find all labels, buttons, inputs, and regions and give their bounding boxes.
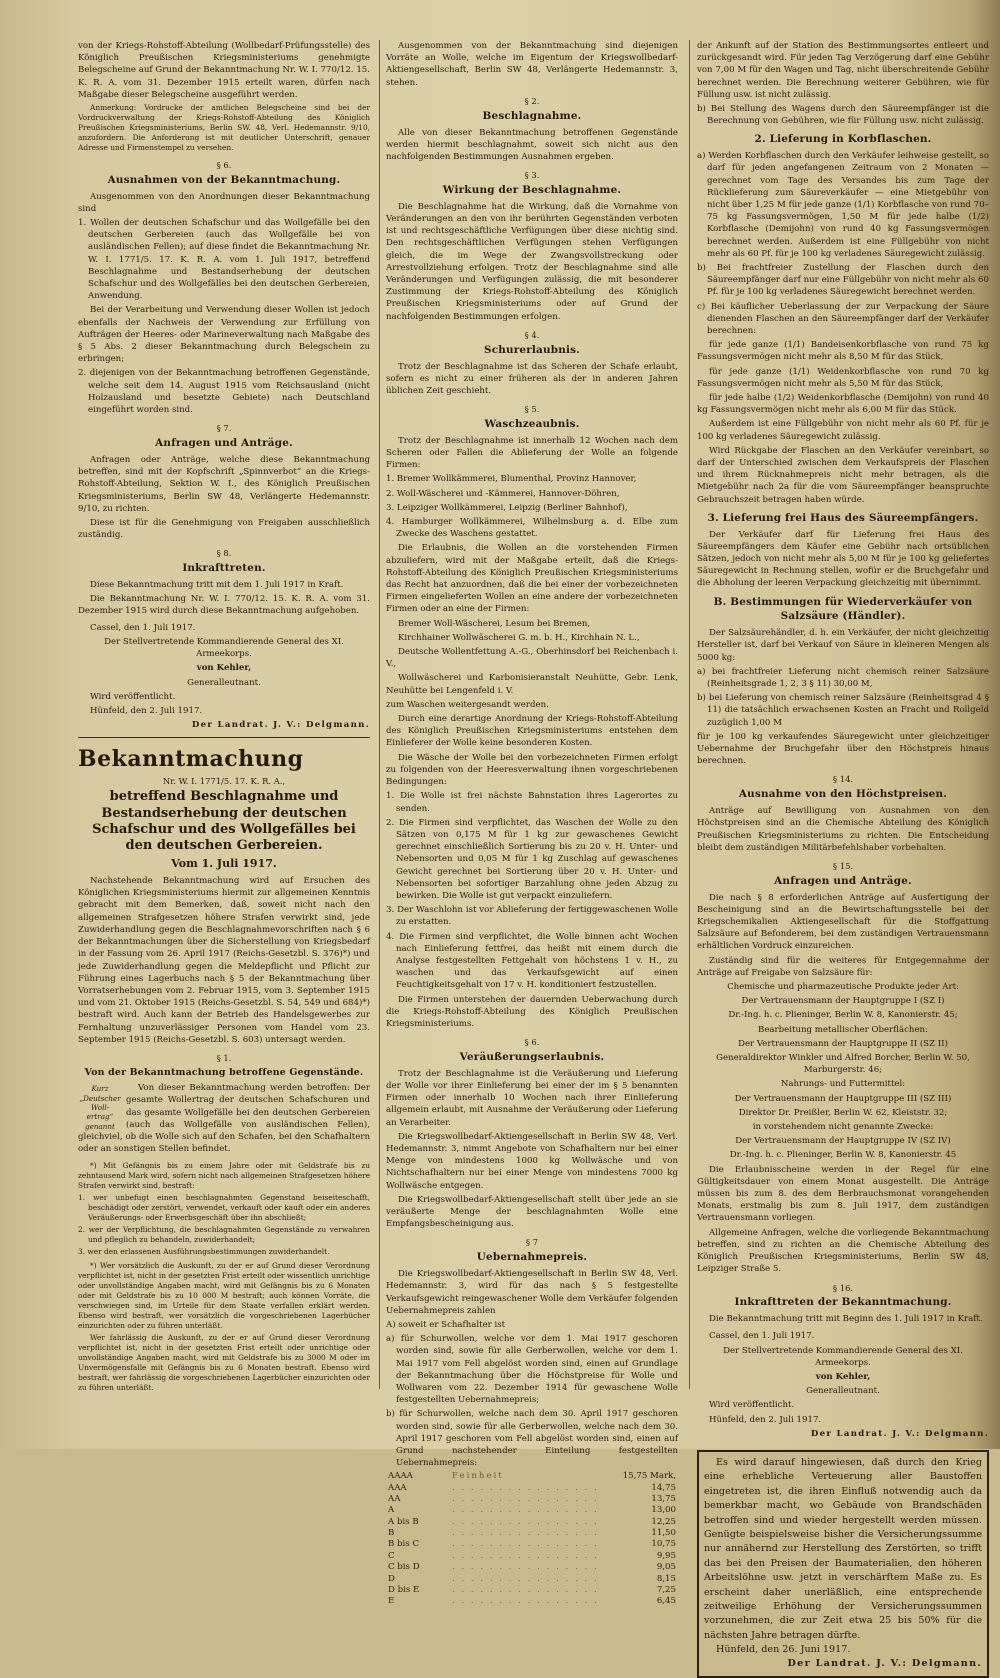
paragraph: Die Wäsche der Wolle bei den vorbezeichneten Firmen erfolgt zu folgenden von der Heeresverwaltung ihnen vorgeschriebenen Bedingungen: (386, 752, 678, 788)
section-heading: 2. Lieferung in Korbflaschen. (754, 133, 932, 146)
price-grade: E (388, 1596, 395, 1607)
group-line: Chemische und pharmazeutische Produkte jeder Art: (727, 982, 959, 993)
divider (78, 737, 370, 738)
box-signature: Der Landrat. J. V.: Delgmann. (787, 1658, 982, 1670)
paragraph: Die Kriegswollbedarf-Aktiengesellschaft stellt über jede an sie veräußerte Menge der beschlagnahmten Wolle eine Empfangsbescheinigung aus. (386, 1194, 678, 1230)
paragraph: Die Kriegswollbedarf-Aktiengesellschaft in Berlin SW 48, Verl. Hedemannstr. 3, wird für das nach § 5 festgestellte Verkaufsgewicht reingewaschener Wolle dem Verkäufer folgenden Uebernahmepreis zahlen (386, 1269, 678, 1316)
condition-item: 3. Der Waschlohn ist vor Ablieferung der fertiggewaschenen Wolle zu erstatten. (386, 905, 678, 928)
insurance-notice-box (697, 1450, 989, 1678)
price-value: 8,15 (656, 1573, 676, 1584)
section-number: § 7. (216, 423, 232, 434)
footnote-item: 2. wer der Verpflichtung, die beschlagnahmten Gegenstände zu verwahren und pfleglich zu behandeln, zuwiderhandelt; (78, 1225, 370, 1245)
box-date: Hünfeld, den 26. Juni 1917. (716, 1644, 851, 1656)
notice-title: Bekanntmachung (78, 746, 304, 773)
paragraph: Diese ist für die Genehmigung von Freigaben ausschließlich zuständig. (78, 517, 370, 541)
price-row (386, 1483, 678, 1494)
paragraph: Nachstehende Bekanntmachung wird auf Ersuchen des Königlichen Kriegsministeriums hiermit zur allgemeinen Kenntnis gebracht mit dem Bemerken, daß, soweit nicht nach den allgemeinen Strafgesetzen höhere Strafen verwirkt sind, jede Zuwiderhandlung gegen die Beschlagnahmevorschriften nach § 6 der Bekanntmachungen über die Sicherstellung von Kriegsbedarf in der Fassung vom 26. April 1917 (Reichs-Gesetzbl. S. 376)*) und jede Zuwiderhandlung gegen die Meldepflicht und Pflicht zur Führung eines Lagerbuchs nach § 5 der Bekanntmachung über Vorratserhebungen vom 2. Februar 1915, vom 3. September 1915 und vom 21. Oktober 1915 (Reichs-Gesetzbl. S. 54, 549 und 684)*) bestraft wird. Auch kann der Betrieb des Handelsgewerbes zur Fernhaltung unzuverlässiger Personen vom Handel vom 23. September 1915 (Reichs-Gesetzbl. S. 603) untersagt werden. (78, 876, 370, 1045)
paragraph: Der Salzsäurehändler, d. h. ein Verkäufer, der nicht gleichzeitig Hersteller ist, darf bei Verkauf von Säure in kleineren Mengen als 5000 kg: (697, 628, 989, 663)
paragraph: Die Erlaubnisscheine werden in der Regel für eine Gültigkeitsdauer von einem Monat ausgestellt. Die Anträge müssen bis zum 8. des dem Berbrauchsmonat vorangehenden Monats, erstmalig bis zum 8. Juli 1917, dem zuständigen Vertrauensmann vorliegen. (697, 1164, 989, 1224)
notice-number: Nr. W. I. 1771/5. 17. K. R. A., (162, 775, 286, 786)
section-number: § 7 (525, 1237, 539, 1248)
price-leader: . . . . . . . . . . . . . . . . (452, 1584, 599, 1595)
price-row (386, 1574, 678, 1585)
paragraph: Allgemeine Anfragen, welche die vorliegende Bekanntmachung betreffen, sind zu richten an die Chemische Abteilung des Königlich Preußischen Kriegsministeriums, Berlin SW 48, Leipziger Straße 5. (697, 1227, 989, 1275)
huenfeld-date: Hünfeld, den 2. Juli 1917. (90, 705, 203, 716)
paragraph: Die Kriegswollbedarf-Aktiengesellschaft in Berlin SW 48, Verl. Hedemannstr. 3, nimmt Angebote von Schafhaltern nur bei einer Menge von mindestens 1000 kg Wollwäsche und von Nichtschafhaltern nur bei einer Menge von mindestens 7000 kg Wollwäsche entgegen. (386, 1131, 678, 1191)
group-line: Dr.-Ing. h. c. Plieninger, Berlin W. 8, Kanonierstr. 45 (729, 1150, 957, 1161)
price-row (386, 1528, 678, 1539)
price-row (386, 1471, 678, 1482)
price-leader: . . . . . . . . . . . . . . . . (452, 1494, 599, 1505)
section-heading: Anfragen und Anträge. (774, 874, 912, 887)
price-grade: AAA (388, 1482, 407, 1493)
section-1-body (78, 1082, 370, 1155)
group-line: Der Vertrauensmann der Hauptgruppe III (SZ III) (734, 1093, 952, 1104)
price-value: 15,75 Mark, (622, 1471, 676, 1482)
paragraph: Diese Bekanntmachung tritt mit dem 1. Juli 1917 in Kraft. (90, 580, 344, 591)
price-row (386, 1494, 678, 1505)
price-grade: B (388, 1528, 395, 1539)
section-number: § 6. (524, 1037, 540, 1048)
notice-subject: betreffend Beschlagnahme und Bestandserhebung der deutschen Schafschur und des Wollgefälles bei den deutschen Gerbereien. (92, 789, 356, 854)
section-heading: Anfragen und Anträge. (155, 437, 293, 450)
price-table (386, 1471, 678, 1607)
command-line: Der Stellvertretende Kommandierende General des XI. Armeekorps. (723, 1345, 963, 1368)
paragraph: Alle von dieser Bekanntmachung betroffenen Gegenstände werden hiermit beschlagnahmt, soweit sich nicht aus den nachfolgenden Bestimmungen Ausnahmen ergeben. (386, 127, 678, 162)
general-title: Generalleutnant. (806, 1386, 880, 1397)
list-item: 1. Wollen der deutschen Schafschur und das Wollgefälle bei den deutschen Gerbereien (auch das Wollgefälle bei von ausländischen Fellen); auf diese findet die Bekanntmachung Nr. W. I. 1771/5. 17. K. R. A. vom 1. Juli 1917, betreffend Beschlagnahme und Bestandserhebung der deutschen Schafschur und des Wollgefälles bei den deutschen Gerbereien, Anwendung. (78, 218, 370, 302)
price-grade: A (388, 1505, 395, 1516)
paragraph: Bei der Verarbeitung und Verwendung dieser Wollen ist jedoch ebenfalls der Nachweis der Verwendung zur Erfüllung von Aufträgen der Heeres- oder Marineverwaltung nach Maßgabe des § 5 Abs. 2 dieser Bekanntmachung durch Belegschein zu erbringen; (78, 305, 370, 365)
firm-item: 4. Hamburger Wollkämmerei, Wilhelmsburg a. d. Elbe zum Zwecke des Waschens gestattet. (386, 517, 678, 540)
price-leader: . . . . . . . . . . . . . . . . (452, 1573, 599, 1584)
section-heading: Inkrafttreten der Bekanntmachung. (734, 1296, 952, 1309)
general-title: Generalleutnant. (187, 677, 261, 688)
section-number: § 14. (832, 774, 854, 785)
price-grade: C (388, 1550, 395, 1561)
section-heading: Wirkung der Beschlagnahme. (442, 184, 622, 197)
section-heading: Beschlagnahme. (482, 109, 582, 122)
price-value: 9,95 (656, 1550, 676, 1561)
price-row (386, 1562, 678, 1573)
subheading: A) soweit er Schafhalter ist (386, 1319, 506, 1330)
condition-item: 4. Die Firmen sind verpflichtet, die Wolle binnen acht Wochen nach Einlieferung fettfrei, das heißt mit einem durch die Analyse festgestellten Fettgehalt von höchstens 1 v. H., zu waschen und das Verkaufsgewicht auf einen Feuchtigkeitsgehalt von 17 v. H. konditioniert festzustellen. (386, 931, 678, 991)
price-leader: . . . . . . . . . . . . . . . . (452, 1596, 599, 1607)
huenfeld-date: Hünfeld, den 2. Juli 1917. (709, 1414, 822, 1425)
price-grade: A bis B (388, 1516, 419, 1527)
price-leader: . . . . . . . . . . . . . . . . (452, 1539, 599, 1550)
general-name: von Kehler, (815, 1372, 871, 1382)
footnote: *) Mit Gefängnis bis zu einem Jahre oder mit Geldstrafe bis zu zehntausend Mark wird, sofern nicht nach allgemeinen Strafgesetzen höhere Strafen verwirkt sind, bestraft: (78, 1161, 370, 1191)
paragraph: Anfragen oder Anträge, welche diese Bekanntmachung betreffen, sind mit der Kopfschrift „Spinnverbot“ an die Kriegs-Rohstoff-Abteilung, Sektion W. I., des Königlich Preußischen Kriegsministeriums, Berlin SW 48, Verlängerte Hedemannstr. 9/10, zu richten. (78, 454, 370, 514)
place-date: Cassel, den 1. Juli 1917. (709, 1331, 815, 1342)
section-number: § 1. (216, 1052, 232, 1063)
section-number: § 15. (832, 860, 854, 871)
paragraph: Durch eine derartige Anordnung der Kriegs-Rohstoff-Abteilung des Königlich Preußischen Kriegsministeriums entstehen dem Einlieferer der Wolle keine besonderen Kosten. (386, 714, 678, 749)
paragraph: Trotz der Beschlagnahme ist innerhalb 12 Wochen nach dem Scheren oder Fallen die Ablieferung der Wolle an folgende Firmen: (386, 435, 678, 471)
condition-item: 1. Die Wolle ist frei nächste Bahnstation ihres Lagerortes zu senden. (386, 791, 678, 814)
column-rule-1 (379, 40, 380, 1389)
list-item: 2. diejenigen von der Bekanntmachung betroffenen Gegenstände, welche seit dem 14. August 1915 vom Reichsausland (nicht Holzausland und besetzte Gebiete) nach Deutschland eingeführt worden sind. (78, 368, 370, 416)
price-rule: a) für Schurwollen, welche vor dem 1. Mai 1917 geschoren worden sind, sowie für alle Gerberwollen, welche vor dem 1. Mai 1917 vom Fell abgelöst worden sind, einen auf Grundlage der Bekanntmachung über die Höchstpreise für Wolle und Wollwaren vom 22. Dezember 1914 für gewaschene Wolle festgestellten Uebernahmepreis; (386, 1334, 678, 1406)
group-line: Direktor Dr. Preißler, Berlin W. 62, Kleiststr. 32; (738, 1107, 948, 1118)
price-grade: AA (388, 1494, 401, 1505)
price-value: 13,00 (651, 1505, 676, 1516)
price-value: 6,45 (656, 1596, 676, 1607)
section-heading: Waschzeaubnis. (484, 418, 580, 431)
rule-item: a) Werden Korbflaschen durch den Verkäufer leihweise gestellt, so darf für jeden angefangenen Zeitraum von 2 Monaten — gerechnet vom Tage des Versandes bis zum Tage der Rücklieferung zum Säureverkäufer — eine Mietgebühr von nicht über 1,25 M für jede ganze (1/1) Korbflasche von rund 70–75 kg Fassungsvermögen, 1,50 M für jede halbe (1/2) Korbflasche (Demijohn) von rund 40 kg Fassungsvermögen berechnet werden. Außerdem ist eine Füllgebühr von nicht mehr als 60 Pf. für je 100 kg verladenes Säuregewicht zulässig. (697, 151, 989, 259)
paragraph: Anträge auf Bewilligung von Ausnahmen von den Höchstpreisen sind an die Chemische Abteilung des Königlich Preußischen Kriegsministeriums zu richten. Die Entscheidung bleibt dem zuständigen Militärbefehlshaber vorbehalten. (697, 806, 989, 853)
firm-line: Deutsche Wollentfettung A.-G., Oberhinsdorf bei Reichenbach i. V., (386, 647, 678, 670)
rule-item: b) bei Lieferung von chemisch reiner Salzsäure (Reinheitsgrad 4 § 11) die tatsächlich erwachsenen Kosten an Fracht und Rollgeld zuzüglich 1,00 M (697, 693, 989, 728)
paragraph: Die Bekanntmachung Nr. W. I. 770/12. 15. K. R. A. vom 31. Dezember 1915 wird durch diese Bekanntmachung aufgehoben. (78, 594, 370, 617)
price-value: 12,25 (651, 1516, 676, 1527)
price-grade: AAAA (388, 1471, 413, 1482)
paragraph: Ausgenommen von der Bekanntmachung sind diejenigen Vorräte an Wolle, welche im Eigentum der Kriegswollbedarf-Aktiengesellschaft, Berlin SW 48, Verlängerte Hedemannstr. 3, stehen. (386, 41, 678, 88)
group-line: Der Vertrauensmann der Hauptgruppe I (SZ I) (741, 996, 945, 1007)
price-leader: . . . . . . . . . . . . . . . . (452, 1550, 599, 1561)
price-value: 14,75 (651, 1482, 676, 1493)
paragraph: Die Firmen unterstehen der dauernden Ueberwachung durch die Kriegs-Rohstoff-Abteilung des Königlich Preußischen Kriegsministeriums. (386, 994, 678, 1029)
section-number: § 16. (832, 1282, 854, 1293)
intro-paragraph: von der Kriegs-Rohstoff-Abteilung (Wollbedarf-Prüfungsstelle) des Königlich Preußischen Kriegsministeriums genehmigte Belegscheine auf Grund der Bekanntmachung Nr. W. I. 770/12. 15. K. R. A. vom 31. Dezember 1915 erteilt waren, dürfen nach Maßgabe dieser Belegscheine ausgeführt werden. (78, 41, 370, 100)
margin-note: Kurz „Deutscher Woll-ertrag“ genannt (79, 1084, 121, 1131)
firm-item: 2. Woll-Wäscherei und -Kämmerei, Hannover-Döhren, (386, 488, 620, 499)
price-grade: D bis E (388, 1584, 420, 1595)
rule-item: b) Bei frachtfreier Zustellung der Flaschen durch den Säureempfänger darf nur eine Füllgebühr von nicht mehr als 60 Pf. für je 100 kg verladenes Säuregewicht berechnet werden. (697, 263, 989, 298)
section-number: § 5. (524, 404, 540, 415)
section-number: § 2. (524, 95, 540, 106)
firm-line: Bremer Woll-Wäscherei, Lesum bei Bremen, (398, 618, 591, 629)
price-grade: B bis C (388, 1539, 420, 1550)
price-value: 10,75 (651, 1539, 676, 1550)
paragraph: für je 100 kg verkaufendes Säuregewicht unter gleichzeitiger Uebernahme der Bruchgefahr über den Höchstpreis hinaus berechnen. (697, 731, 989, 767)
price-leader: . . . . . . . . . . . . . . . . (452, 1516, 599, 1527)
notice-date: Vom 1. Juli 1917. (171, 857, 277, 871)
paragraph: Die Erlaubnis, die Wollen an die vorstehenden Firmen abzuliefern, wird mit der Maßgabe erteilt, daß die Kriegs-Rohstoff-Abteilung des Königlich Preußischen Kriegsministeriums das Recht hat anzuordnen, daß die bei einer der vorbezeichneten Firmen eingelieferten Wollen an eine andere der vorbezeichneten Firmen oder an eine der Firmen: (386, 543, 678, 615)
landrat-signature: Der Landrat. J. V.: Delgmann. (810, 1428, 989, 1439)
insurance-notice: Es wird darauf hingewiesen, daß durch den Krieg eine erhebliche Verteuerung aller Baustoffen eingetreten ist, die ihren Einfluß notwendig auch da bemerkbar macht, wo Gebäude von Brandschäden betroffen sind und wieder hergestellt werden müssen. Genügte beispielsweise bisher die Versicherungssumme nur annähernd zur Herstellung des Zerstörten, so trifft das bei den Preisen der Baumaterialien, den höheren Arbeitslöhne usw. jetzt in verschärftem Maße zu. Es erscheint daher unerläßlich, eine entsprechende zeitweilige Erhöhung der Versicherungssummen vorzunehmen, die zur Zeit etwa 25 bis 50% für die nächsten Jahre betragen dürfte. (704, 1457, 982, 1641)
firm-line: Kirchhainer Wollwäscherei G. m. b. H., Kirchhain N. L., (398, 632, 640, 643)
rule-item: c) Bei käuflicher Ueberlassung der zur Verpackung der Säure dienenden Flaschen an den Säureempfänger darf der Verkäufer berechnen: (697, 301, 989, 337)
price-grade: D (388, 1573, 395, 1584)
general-name: von Kehler, (196, 663, 252, 674)
rule-line: Außerdem ist eine Füllgebühr von nicht mehr als 60 Pf. für je 100 kg verladenes Säuregewicht zulässig. (697, 419, 989, 442)
footnote-item: 1. wer unbefugt einen beschlagnahmten Gegenstand beiseiteschafft, beschädigt oder zerstört, verwendet, verkauft oder kauft oder ein anderes Veräußerungs- oder Erwerbsgeschäft über ihn abschließt; (78, 1193, 370, 1223)
rule-line: für jede halbe (1/2) Weidenkorbflasche (Demijohn) von rund 40 kg Fassungsvermögen nicht mehr als 6,00 M für das Stück. (697, 393, 989, 416)
price-value: 11,50 (651, 1528, 676, 1539)
paragraph: Der Verkäufer darf für Lieferung frei Haus des Säureempfängers dem Käufer eine Gebühr nach ortsüblichen Sätzen, jedoch von nicht mehr als 5,00 M für je 100 kg geliefertes Säuregewicht in Rechnung stellen, wofür er die Bruchgefahr und die Abholung der leeren Verpackung gleichzeitig mit übernimmt. (697, 529, 989, 589)
rule-line: für jede ganze (1/1) Bandeisenkorbflasche von rund 75 kg Fassungsvermögen nicht mehr als 8,50 M für das Stück, (697, 340, 989, 363)
paragraph: Ausgenommen von den Anordnungen dieser Bekanntmachung sind (78, 191, 370, 214)
paragraph: Trotz der Beschlagnahme ist das Scheren der Schafe erlaubt, sofern es nicht zu einer früheren als der in anderen Jahren üblichen Zeit geschieht. (386, 361, 678, 396)
place-date: Cassel, den 1. Juli 1917. (90, 622, 196, 633)
price-value: 13,75 (651, 1494, 676, 1505)
price-row (386, 1551, 678, 1562)
column-rule-2 (689, 40, 690, 1389)
paragraph: Die Bekanntmachung tritt mit Beginn des 1. Juli 1917 in Kraft. (709, 1314, 983, 1325)
paragraph: der Ankunft auf der Station des Bestimmungsortes entleert und zurückgesandt wird. Für jeden Tag Verzögerung darf eine Gebühr von 7,00 M für den Wagen und Tag, nicht überschreitende Gebühr berechnet werden. Die Berechnung weiterer Gebühren, wie für Füllung usw. ist nicht zulässig. (697, 41, 989, 100)
price-leader: . . . . . . . . . . . . . . . . (452, 1528, 599, 1539)
firm-item: 3. Leipziger Wollkämmerei, Leipzig (Berliner Bahnhof), (386, 502, 628, 513)
paragraph: b) Bei Stellung des Wagens durch den Säureempfänger ist die Berechnung von Gebühren, wie für Füllung usw. nicht zulässig. (697, 104, 989, 127)
rule-item: a) bei frachtfreier Lieferung nicht chemisch reiner Salzsäure (Reinheitsgrade 1, 2, 3 § 11) 30,00 M, (697, 666, 989, 689)
firm-line: Wollwäscherei und Karbonisieranstalt Neuhütte, Gebr. Lenk, Neuhütte bei Lengenfeld i. V. (386, 673, 678, 696)
paragraph: zum Waschen weitergesandt werden. (386, 699, 549, 710)
column-3 (697, 40, 989, 1678)
section-heading: 3. Lieferung frei Haus des Säureempfängers. (707, 511, 979, 524)
price-row (386, 1539, 678, 1550)
paragraph: Von dieser Bekanntmachung werden betroffen: Der gesamte Wollertrag der deutschen Schafschuren und das gesamte Wollgefälle bei den deutschen Gerbereien (auch das Wollgefälle von ausländischen Fellen), gleichviel, ob die Wolle sich auf den Schafen, bei den Schafhaltern oder an sonstigen Stellen befindet. (78, 1083, 370, 1155)
paragraph: Die nach § 8 erforderlichen Anträge auf Ausfertigung der Bescheinigung sind an die Bewirtschaftungsstelle bei der Kriegschemikalien Aktiengesellschaft für die Stoffgattung Salzsäure auf Befonderem, bei dem zuständigen Vertrauensmann erhältlichen Vordruck einzureichen. (697, 892, 989, 952)
footnote: *) Wer vorsätzlich die Auskunft, zu der er auf Grund dieser Verordnung verpflichtet ist, nicht in der gesetzten Frist erteilt oder wissentlich unrichtige oder unvollständige Angaben macht, wird mit Gefängnis bis zu 6 Monaten oder mit Geldstrafe bis zu 10 000 M bestraft; auch können Vorräte, die verschwiegen sind, im Urteile für dem Staate verfallen erklärt werden. Ebenso wird bestraft, wer vorsätzlich die vorgeschriebenen Lagerbücher einzurichten oder zu führen unterläßt. (78, 1261, 370, 1331)
paragraph: Trotz der Beschlagnahme ist die Veräußerung und Lieferung der Wolle vor ihrer Einlieferung bei einer der im § 5 benannten Firmen oder innerhalb 10 Wochen nach ihrer Einlieferung allgemein erlaubt, mit Ausnahme der Veräußerung oder Lieferung an Verarbeiter. (386, 1068, 678, 1128)
group-line: in vorstehendem nicht genannte Zwecke: (752, 1122, 934, 1133)
anmerkung: Anmerkung: Vordrucke der amtlichen Belegscheine sind bei der Vordruckverwaltung der Kriegs-Rohstoff-Abteilung des Königlich Preußischen Kriegsministeriums, Berlin SW. 48, Verl. Hedemannstr. 9/10, anzufordern. Die Anforderung ist mit deutlicher Unterschrift, genauer Adresse und Firmenstempel zu versehen. (78, 103, 370, 152)
price-leader: . . . . . . . . . . . . . . . . (452, 1505, 599, 1516)
price-leader: Feinheit (452, 1471, 504, 1482)
footnotes (78, 1161, 370, 1393)
section-heading: B. Bestimmungen für Wiederverkäufer von Salzsäure (Händler). (713, 595, 973, 623)
condition-item: 2. Die Firmen sind verpflichtet, das Waschen der Wolle zu den Sätzen von 0,175 M für 1 kg zur gewaschenes Gewicht gerechnet einschließlich Sortierung bis zu 20 v. H. Unter- und Nebensorten und 0,05 M für 1 kg Zuschlag auf gewaschenes Gewicht gerechnet bei Sortierung über 20 v. H. Unter- und Nebensorten bei sofortiger Barzahlung ohne jeden Abzug zu bewirken. Die Wolle ist gut verpackt einzuliefern. (386, 817, 678, 901)
section-number: § 6. (216, 159, 232, 170)
price-row (386, 1505, 678, 1516)
group-line: Der Vertrauensmann der Hauptgruppe IV (SZ IV) (735, 1136, 951, 1147)
footnote-item: 3. wer den erlassenen Ausführungsbestimmungen zuwiderhandelt. (78, 1247, 330, 1257)
section-number: § 3. (524, 170, 540, 181)
price-row (386, 1596, 678, 1607)
section-heading: Von der Bekanntmachung betroffene Gegenstände. (84, 1066, 364, 1078)
paragraph: Zuständig sind für die weiteres für Entgegennahme der Anträge auf Freigabe von Salzsäure für: (697, 955, 989, 978)
price-row (386, 1517, 678, 1528)
rule-line: Wird Rückgabe der Flaschen an den Verkäufer vereinbart, so darf der Unterschied zwischen dem Verkaufspreis der Flaschen und ihrem Rücknahmepreis nicht mehr betragen, als die Mietgebühr nach 2a für die vom Säureempfänger beanspruchte Gebrauchszeit betragen haben würde. (697, 445, 989, 505)
section-heading: Ausnahme von den Höchstpreisen. (738, 788, 948, 801)
price-value: 9,05 (656, 1562, 676, 1573)
rule-line: für jede ganze (1/1) Weidenkorbflasche von rund 70 kg Fassungsvermögen nicht mehr als 5,50 M für das Stück, (697, 366, 989, 389)
column-1 (78, 40, 370, 1395)
landrat-signature: Der Landrat. J. V.: Delgmann. (191, 720, 370, 731)
section-heading: Ausnahmen von der Bekanntmachung. (107, 173, 341, 186)
group-line: Nahrungs- und Futtermittel: (780, 1079, 906, 1090)
price-leader: . . . . . . . . . . . . . . . . (452, 1562, 599, 1573)
published-note: Wird veröffentlicht. (709, 1400, 795, 1411)
published-note: Wird veröffentlicht. (90, 691, 176, 702)
footnote: Wer fahrlässig die Auskunft, zu der er auf Grund dieser Verordnung verpflichtet ist, nicht in der gesetzten Frist erteilt oder unrichtige oder unvollständige Angaben macht, wird mit Geldstrafe bis zu 3000 M oder im Unvermögensfalle mit Gefängnis bis zu 6 Monaten bestraft. Ebenso wird bestraft, wer fahrlässig die vorgeschriebenen Lagerbücher einzurichten oder zu führen unterläßt. (78, 1333, 370, 1393)
section-heading: Schurerlaubnis. (484, 343, 580, 356)
section-heading: Veräußerungserlaubnis. (459, 1051, 605, 1064)
command-line: Der Stellvertretende Kommandierende General des XI. Armeekorps. (104, 636, 344, 660)
column-2 (386, 40, 678, 1612)
section-heading: Uebernahmepreis. (476, 1251, 588, 1264)
group-line: Bearbeitung metallischer Oberflächen: (758, 1024, 928, 1035)
section-number: § 4. (524, 329, 540, 340)
firm-item: 1. Bremer Wollkämmerei, Blumenthal, Provinz Hannover, (386, 474, 637, 485)
group-line: Generaldirektor Winkler und Alfred Borcher, Berlin W. 50, Marburgerstr. 46; (716, 1053, 970, 1076)
price-value: 7,25 (656, 1584, 676, 1595)
group-line: Dr.-Ing. h. c. Plieninger, Berlin W. 8, Kanonierstr. 45; (728, 1010, 958, 1021)
section-heading: Inkrafttreten. (182, 562, 266, 575)
price-grade: C bis D (388, 1562, 420, 1573)
group-line: Der Vertrauensmann der Hauptgruppe II (SZ II) (738, 1038, 948, 1049)
price-leader: . . . . . . . . . . . . . . . . (452, 1482, 599, 1493)
section-number: § 8. (216, 548, 232, 559)
price-row (386, 1585, 678, 1596)
paragraph: Die Beschlagnahme hat die Wirkung, daß die Vornahme von Veränderungen an den von ihr berührten Gegenständen verboten ist und rechtsgeschäftliche Verfügungen über diese nichtig sind. Den rechtsgeschäftlichen Verfügungen stehen Verfügungen gleich, die im Wege der Zwangsvollstreckung oder Arrestvollziehung erfolgen. Trotz der Beschlagnahme sind alle Veränderungen und Verfügungen zulässig, die mit besonderer Zustimmung der Kriegs-Rohstoff-Abteilung des Königlich Preußischen Kriegsministeriums oder auf Grund der nachfolgenden Bestimmungen erfolgen. (386, 201, 678, 322)
price-rule: b) für Schurwollen, welche nach dem 30. April 1917 geschoren worden sind, sowie für alle Gerberwollen, welche nach dem 30. April 1917 geschoren vom Fell abgelöst worden sind, einen auf Grund nachstehender Einteilung festgestellten Uebernahmepreis: (386, 1409, 678, 1469)
